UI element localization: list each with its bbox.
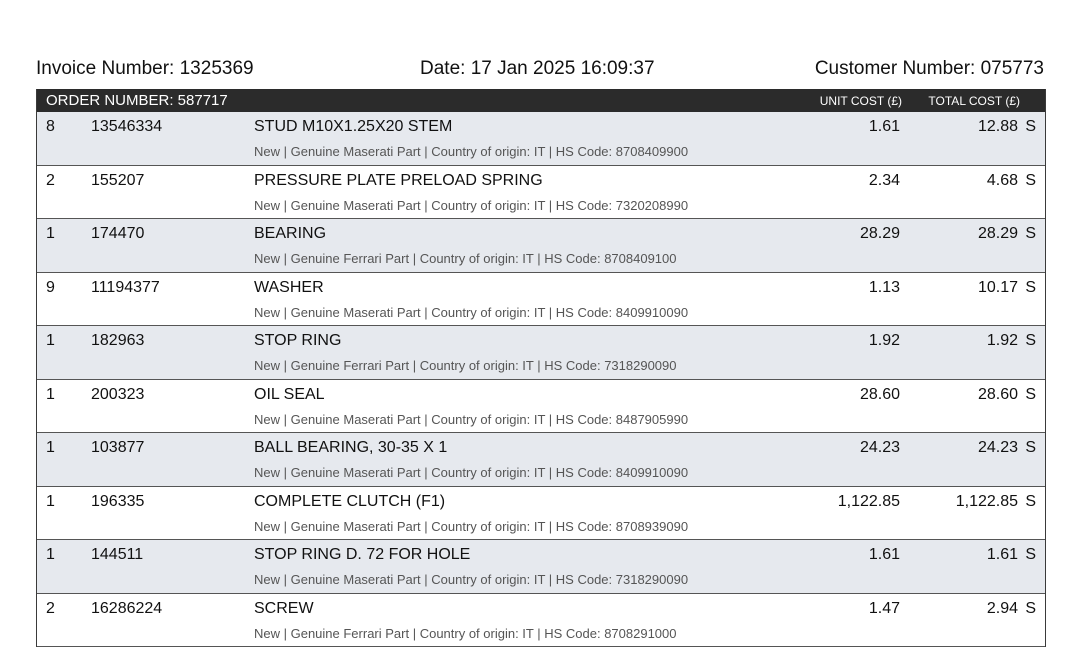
quantity-cell: 2 <box>46 599 55 617</box>
total-cost-cell: 2.94 <box>986 599 1018 617</box>
part-number-cell: 11194377 <box>91 278 160 296</box>
part-details-cell: New | Genuine Maserati Part | Country of origin: IT | HS Code: 8409910090 <box>254 304 689 320</box>
part-details-cell: New | Genuine Maserati Part | Country of origin: IT | HS Code: 8409910090 <box>254 465 689 480</box>
table-row <box>37 326 1045 380</box>
part-number-cell: 16286224 <box>91 599 163 617</box>
description-cell: BALL BEARING, 30-35 X 1 <box>254 439 448 456</box>
unit-cost-cell: 1.61 <box>868 546 900 563</box>
description-cell: BEARING <box>254 225 327 242</box>
description-cell: STOP RING D. 72 FOR HOLE <box>254 546 471 563</box>
quantity-cell: 1 <box>46 332 55 349</box>
total-cost-cell: 24.23 <box>977 439 1018 456</box>
order-number: ORDER NUMBER: 587717 <box>46 92 228 109</box>
unit-cost-cell: 1.13 <box>868 278 900 296</box>
description-cell: WASHER <box>254 278 324 296</box>
status-flag-cell: S <box>1025 599 1036 617</box>
part-number-cell: 196335 <box>91 492 145 510</box>
table-row <box>37 166 1045 220</box>
status-flag-cell: S <box>1025 332 1036 349</box>
part-details-cell: New | Genuine Ferrari Part | Country of origin: IT | HS Code: 8708291000 <box>254 625 677 641</box>
part-number-cell: 174470 <box>91 225 145 242</box>
part-details-cell: New | Genuine Maserati Part | Country of origin: IT | HS Code: 7320208990 <box>254 197 689 213</box>
part-details-cell: New | Genuine Ferrari Part | Country of origin: IT | HS Code: 7318290090 <box>254 358 677 373</box>
unit-cost-cell: 28.29 <box>859 225 900 242</box>
total-cost-cell: 1,122.85 <box>955 492 1018 510</box>
invoice-date: Date: 17 Jan 2025 16:09:37 <box>420 58 655 79</box>
status-flag-cell: S <box>1025 492 1036 510</box>
table-row <box>37 594 1045 648</box>
order-table <box>36 89 1046 647</box>
status-flag-cell: S <box>1025 546 1036 563</box>
unit-cost-cell: 1.92 <box>868 332 900 349</box>
status-flag-cell: S <box>1025 439 1036 456</box>
order-table-header <box>37 89 1045 112</box>
part-number-cell: 144511 <box>91 546 144 563</box>
table-row <box>37 540 1045 594</box>
unit-cost-cell: 1,122.85 <box>837 492 900 510</box>
quantity-cell: 1 <box>46 546 55 563</box>
part-number-cell: 200323 <box>91 385 145 403</box>
quantity-cell: 1 <box>46 439 55 456</box>
quantity-cell: 2 <box>46 171 55 189</box>
total-cost-cell: 28.29 <box>977 225 1018 242</box>
total-cost-cell: 10.17 <box>977 278 1018 296</box>
invoice-header <box>36 58 1044 84</box>
table-row <box>37 433 1045 487</box>
part-details-cell: New | Genuine Ferrari Part | Country of origin: IT | HS Code: 8708409100 <box>254 251 677 266</box>
status-flag-cell: S <box>1025 278 1036 296</box>
total-cost-cell: 1.92 <box>986 332 1018 349</box>
total-cost-header: TOTAL COST (£) <box>928 94 1020 108</box>
description-cell: STUD M10X1.25X20 STEM <box>254 118 453 135</box>
part-details-cell: New | Genuine Maserati Part | Country of origin: IT | HS Code: 8708939090 <box>254 518 689 534</box>
table-row <box>37 219 1045 273</box>
total-cost-cell: 28.60 <box>977 385 1018 403</box>
part-number-cell: 182963 <box>91 332 145 349</box>
table-row <box>37 380 1045 434</box>
part-details-cell: New | Genuine Maserati Part | Country of origin: IT | HS Code: 7318290090 <box>254 572 689 587</box>
total-cost-cell: 12.88 <box>977 118 1018 135</box>
order-rows <box>37 112 1045 647</box>
description-cell: SCREW <box>254 599 314 617</box>
unit-cost-cell: 24.23 <box>859 439 900 456</box>
unit-cost-cell: 1.61 <box>868 118 900 135</box>
quantity-cell: 1 <box>46 492 55 510</box>
status-flag-cell: S <box>1025 225 1036 242</box>
part-number-cell: 155207 <box>91 171 145 189</box>
total-cost-cell: 4.68 <box>986 171 1018 189</box>
quantity-cell: 9 <box>46 278 55 296</box>
table-row <box>37 112 1045 166</box>
status-flag-cell: S <box>1025 171 1036 189</box>
unit-cost-header: UNIT COST (£) <box>819 94 902 108</box>
invoice-number: Invoice Number: 1325369 <box>36 58 254 79</box>
quantity-cell: 1 <box>46 385 55 403</box>
status-flag-cell: S <box>1025 118 1036 135</box>
part-number-cell: 103877 <box>91 439 145 456</box>
quantity-cell: 1 <box>46 225 55 242</box>
description-cell: COMPLETE CLUTCH (F1) <box>254 492 446 510</box>
table-row <box>37 273 1045 327</box>
part-details-cell: New | Genuine Maserati Part | Country of origin: IT | HS Code: 8487905990 <box>254 411 689 427</box>
unit-cost-cell: 2.34 <box>868 171 900 189</box>
description-cell: STOP RING <box>254 332 342 349</box>
total-cost-cell: 1.61 <box>986 546 1018 563</box>
description-cell: OIL SEAL <box>254 385 325 403</box>
unit-cost-cell: 28.60 <box>859 385 900 403</box>
part-details-cell: New | Genuine Maserati Part | Country of origin: IT | HS Code: 8708409900 <box>254 144 689 159</box>
description-cell: PRESSURE PLATE PRELOAD SPRING <box>254 171 543 189</box>
status-flag-cell: S <box>1025 385 1036 403</box>
customer-number: Customer Number: 075773 <box>814 58 1044 79</box>
table-row <box>37 487 1045 541</box>
quantity-cell: 8 <box>46 118 55 135</box>
unit-cost-cell: 1.47 <box>868 599 900 617</box>
part-number-cell: 13546334 <box>91 118 163 135</box>
